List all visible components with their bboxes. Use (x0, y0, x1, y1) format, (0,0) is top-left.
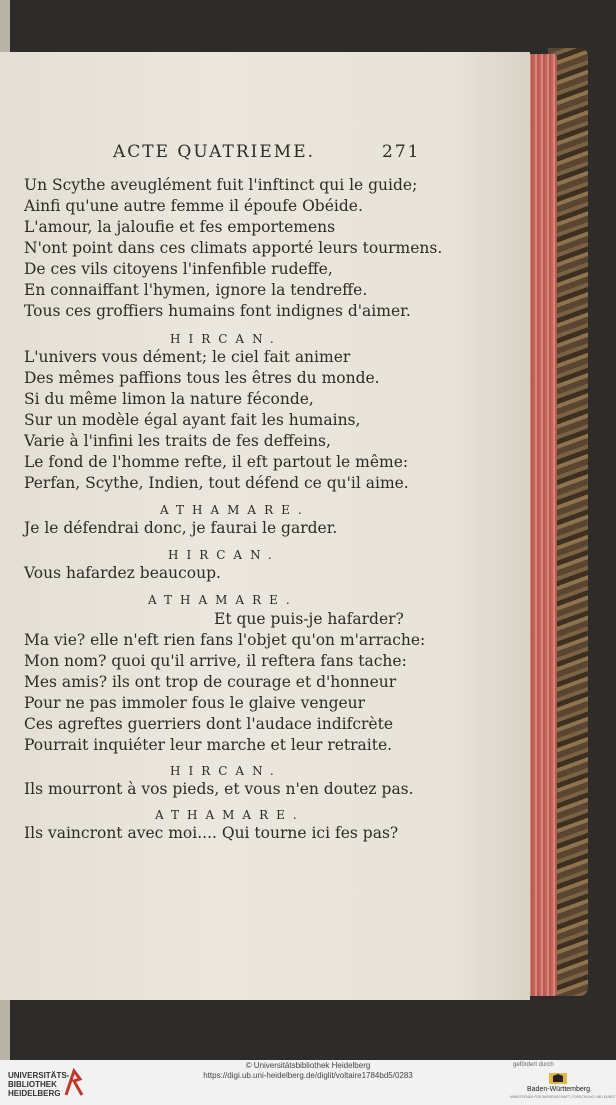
speaker-name: HIRCAN. (170, 332, 282, 346)
funded-by-label: gefördert durch (513, 1062, 554, 1068)
verse-line: Et que puis-je hafarder? (214, 610, 404, 628)
verse-line: Le fond de l'homme refte, il eft partout le même: (24, 453, 409, 471)
red-page-edges (527, 54, 557, 996)
page-number: 271 (382, 142, 421, 162)
verse-line: Mon nom? quoi qu'il arrive, il reftera fans tache: (24, 652, 407, 670)
verse-line: Pour ne pas immoler fous le glaive vengeur (24, 694, 366, 712)
verse-line: Un Scythe aveuglément fuit l'inftinct qui le guide; (24, 176, 418, 194)
verse-line: Varie à l'infini les traits de fes deffeins, (24, 432, 331, 450)
verse-line: Ces agreftes guerriers dont l'audace indifcrète (24, 715, 393, 733)
funder-name[interactable]: Baden-Württemberg (527, 1086, 591, 1093)
permalink[interactable]: https://digi.ub.uni-heidelberg.de/diglit/voltaire1784bd5/0283 (203, 1071, 413, 1080)
speaker-name: ATHAMARE. (155, 808, 305, 822)
verse-line: Des mêmes paffions tous les êtres du monde. (24, 369, 380, 387)
verse-line: Ainfi qu'une autre femme il époufe Obéide. (24, 197, 363, 215)
copyright-notice: © Universitätsbibliothek Heidelberg (245, 1061, 371, 1070)
coat-of-arms-icon (545, 1072, 571, 1085)
book-page (0, 52, 530, 1000)
library-logo-text[interactable]: UNIVERSITÄTS- BIBLIOTHEK HEIDELBERG (8, 1071, 70, 1098)
verse-line: Pourrait inquiéter leur marche et leur retraite. (24, 736, 393, 754)
verse-line: Perfan, Scythe, Indien, tout défend ce qu'il aime. (24, 474, 409, 492)
running-header: ACTE QUATRIEME. (113, 142, 316, 162)
verse-line: De ces vils citoyens l'infenfible rudeffe, (24, 260, 333, 278)
verse-line: Mes amis? ils ont trop de courage et d'honneur (24, 673, 397, 691)
speaker-name: HIRCAN. (170, 764, 282, 778)
verse-line: Tous ces groffiers humains font indignes d'aimer. (24, 302, 411, 320)
footer-bar (0, 1060, 616, 1105)
verse-line: Ils mourront à vos pieds, et vous n'en doutez pas. (24, 780, 414, 798)
verse-line: Sur un modèle égal ayant fait les humains, (24, 411, 361, 429)
verse-line: Je le défendrai donc, je faurai le garder. (24, 519, 338, 537)
verse-line: En connaiffant l'hymen, ignore la tendreffe. (24, 281, 368, 299)
verse-line: Ma vie? elle n'eft rien fans l'objet qu'on m'arrache: (24, 631, 426, 649)
verse-line: N'ont point dans ces climats apporté leurs tourmens. (24, 239, 443, 257)
funder-ministry: MINISTERIUM FÜR WISSENSCHAFT, FORSCHUNG UND KUNST (510, 1095, 616, 1099)
verse-line: L'amour, la jaloufie et fes emportemens (24, 218, 336, 236)
speaker-name: ATHAMARE. (160, 503, 310, 517)
verse-line: Si du même limon la nature féconde, (24, 390, 314, 408)
speaker-name: HIRCAN. (168, 548, 280, 562)
verse-line: Vous hafardez beaucoup. (24, 564, 221, 582)
verse-line: L'univers vous dément; le ciel fait animer (24, 348, 351, 366)
verse-line: Ils vaincront avec moi.... Qui tourne ici fes pas? (24, 824, 399, 842)
speaker-name: ATHAMARE. (148, 593, 298, 607)
